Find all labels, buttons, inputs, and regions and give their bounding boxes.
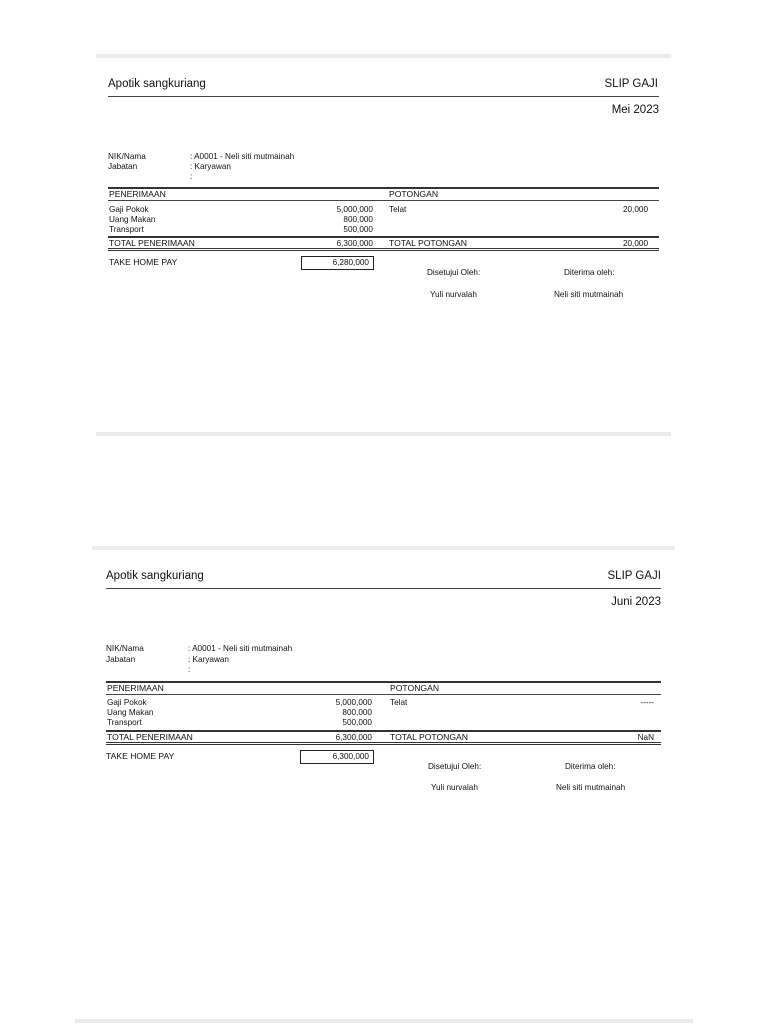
penerimaan-header: PENERIMAAN bbox=[109, 189, 166, 199]
deduction-value: ----- bbox=[640, 698, 654, 707]
jabatan-label: Jabatan bbox=[106, 655, 136, 664]
receiver-name: Neli siti mutmainah bbox=[556, 783, 626, 792]
deduction-value: 20,000 bbox=[622, 205, 648, 214]
total-bottom-border bbox=[106, 742, 661, 745]
thp-value-box: 6,300,000 bbox=[300, 750, 374, 764]
income-label: Transport bbox=[109, 225, 144, 234]
income-label: Gaji Pokok bbox=[109, 205, 149, 214]
jabatan-label: Jabatan bbox=[108, 162, 138, 171]
total-income-label: TOTAL PENERIMAAN bbox=[109, 238, 195, 248]
total-deduction-value: 20,000 bbox=[622, 239, 648, 248]
income-value: 5,000,000 bbox=[335, 698, 372, 707]
income-label: Uang Makan bbox=[107, 708, 154, 717]
income-label: Uang Makan bbox=[109, 215, 156, 224]
approved-label: Disetujui Oleh: bbox=[428, 762, 482, 771]
income-value: 500,000 bbox=[342, 718, 372, 727]
approver-name: Yuli nurvalah bbox=[431, 783, 478, 792]
table-header-border bbox=[106, 694, 661, 695]
nik-value: : A0001 - Neli siti mutmainah bbox=[190, 152, 295, 161]
income-label: Gaji Pokok bbox=[107, 698, 147, 707]
company-name: Apotik sangkuriang bbox=[106, 570, 204, 582]
income-label: Transport bbox=[107, 718, 142, 727]
income-value: 5,000,000 bbox=[336, 205, 373, 214]
income-value: 800,000 bbox=[342, 708, 372, 717]
thp-label: TAKE HOME PAY bbox=[109, 257, 178, 267]
approved-label: Disetujui Oleh: bbox=[427, 268, 481, 277]
slip-title: SLIP GAJI bbox=[604, 78, 658, 90]
company-name: Apotik sangkuriang bbox=[108, 78, 206, 90]
receiver-name: Neli siti mutmainah bbox=[554, 290, 624, 299]
total-deduction-label: TOTAL POTONGAN bbox=[389, 238, 467, 248]
table-top-border bbox=[106, 681, 661, 683]
deduction-label: Telat bbox=[390, 698, 408, 707]
slip-title: SLIP GAJI bbox=[607, 570, 661, 582]
extra-value: : bbox=[190, 172, 193, 181]
jabatan-value: : Karyawan bbox=[190, 162, 231, 171]
thp-label: TAKE HOME PAY bbox=[106, 751, 175, 761]
nik-label: NIK/Nama bbox=[106, 644, 144, 653]
total-income-value: 6,300,000 bbox=[335, 733, 372, 742]
total-deduction-label: TOTAL POTONGAN bbox=[390, 732, 468, 742]
received-label: Diterima oleh: bbox=[564, 268, 615, 277]
total-deduction-value: NaN bbox=[637, 733, 654, 742]
approver-name: Yuli nurvalah bbox=[430, 290, 477, 299]
received-label: Diterima oleh: bbox=[565, 762, 616, 771]
deduction-label: Telat bbox=[389, 205, 407, 214]
total-income-value: 6,300,000 bbox=[336, 239, 373, 248]
potongan-header: POTONGAN bbox=[390, 683, 440, 693]
income-value: 500,000 bbox=[343, 225, 373, 234]
thp-value-box: 6,280,000 bbox=[301, 256, 374, 270]
potongan-header: POTONGAN bbox=[389, 189, 439, 199]
jabatan-value: : Karyawan bbox=[188, 655, 229, 664]
nik-value: : A0001 - Neli siti mutmainah bbox=[188, 644, 293, 653]
period: Juni 2023 bbox=[611, 596, 661, 608]
income-value: 800,000 bbox=[343, 215, 373, 224]
period: Mei 2023 bbox=[611, 104, 659, 116]
extra-value: : bbox=[188, 665, 191, 674]
total-income-label: TOTAL PENERIMAAN bbox=[107, 732, 193, 742]
penerimaan-header: PENERIMAAN bbox=[107, 683, 164, 693]
header-divider bbox=[106, 588, 661, 589]
nik-label: NIK/Nama bbox=[108, 152, 146, 161]
